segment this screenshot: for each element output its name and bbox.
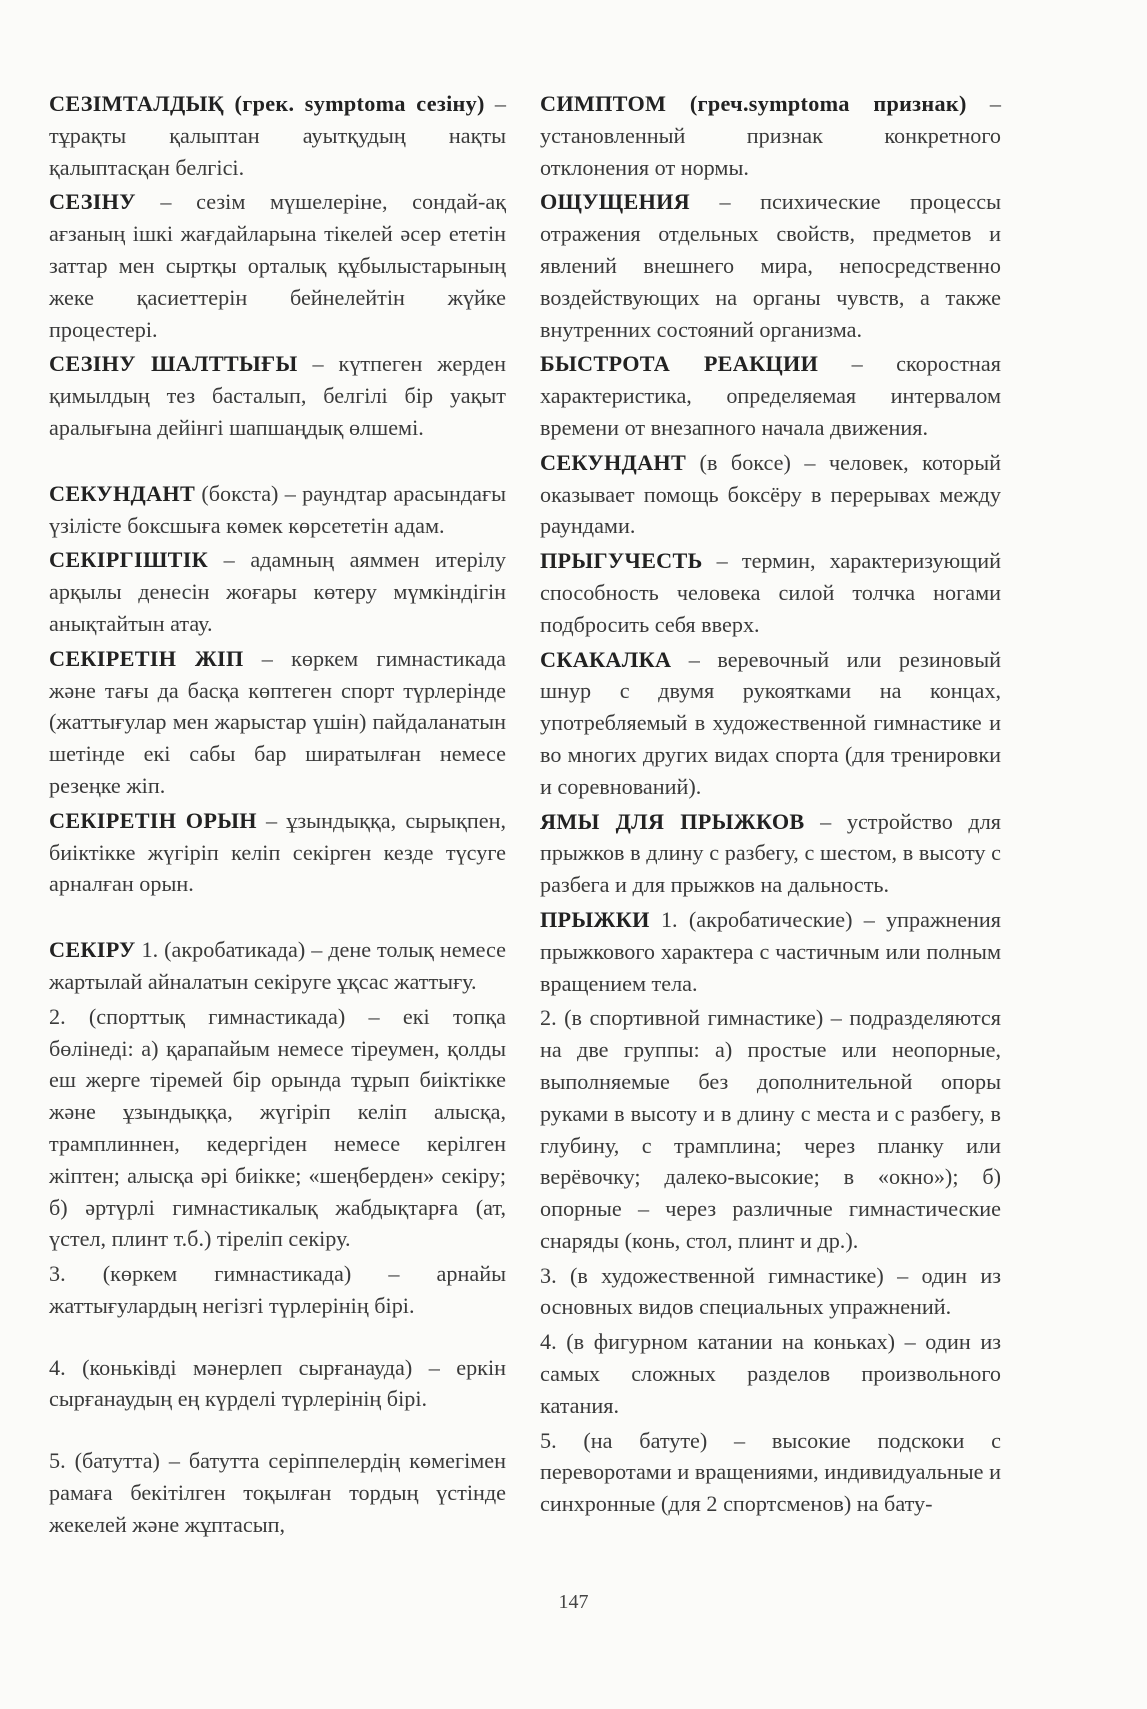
entry-pryzhki [540, 904, 1001, 999]
entry-sekundant-ru [540, 447, 1001, 542]
entry-sekundant-kz [49, 478, 506, 542]
entry-term: СЕКІРУ [49, 937, 136, 963]
entry-term: ПРЫЖКИ [540, 906, 650, 932]
entry-sekiru-sense-2: 2. (спорттық гимнастикада) – екі топқа бөлінеді: а) қарапайым немесе тіреумен, қолды еш жерге тіремей бір орында тұрып биіктікке және ұзындыққа, жүгіріп келіп алысқа, трамплиннен, кедергіден немесе керілген жіптен; алысқа әрі биікке; «шеңберден» секіру; б) әртүрлі гимнастикалық жабдықтарға (ат, үстел, плинт т.б.) тіреліп секіру. [49, 1003, 506, 1252]
entry-definition: – күтпеген жерден қимылдың тез басталып, белгілі бір уақыт аралығына дейінгі шапшаңдық өлшемі. [49, 351, 506, 440]
entry-sekiretin-oryn [49, 805, 506, 900]
entry-prygugest [540, 545, 1001, 640]
entry-sezimtaldyk [49, 88, 506, 183]
entry-sekiru [49, 934, 506, 998]
entry-term: ЯМЫ ДЛЯ ПРЫЖКОВ [540, 808, 805, 834]
entry-skakalka [540, 644, 1001, 803]
entry-definition: – скоростная характеристика, определяемая интервалом времени от внезапного начала движения. [540, 351, 1001, 440]
entry-definition: – көркем гимнастикада және тағы да басқа көптеген спорт түрлерінде (жаттығулар мен жарыстар үшін) пайдаланатын шетінде екі сабы бар ширатылған немесе резеңке жіп. [49, 645, 506, 798]
entry-term: СЕКУНДАНТ [49, 480, 196, 506]
entry-definition: 1. (акробатикада) – дене толық немесе жартылай айналатын секіруге ұқсас жаттығу. [49, 937, 506, 994]
entry-term: СЕЗІНУ [49, 189, 136, 215]
entry-term: СЕКУНДАНТ [540, 449, 687, 475]
entry-term: СЕКІРЕТІН ЖІП [49, 645, 244, 671]
entry-definition: (в боксе) – человек, который оказывает помощь боксёру в перерывах между раундами. [540, 449, 1001, 539]
entry-pryzhki-sense-3: 3. (в художественной гимнастике) – один из основных видов специальных упражнений. [540, 1262, 1001, 1320]
entry-definition: – установленный признак конкретного отклонения от нормы. [540, 91, 1001, 180]
entry-term: СЕЗІМТАЛДЫҚ (грек. symptoma сезіну) [49, 91, 485, 116]
entry-term: ОЩУЩЕНИЯ [540, 189, 691, 215]
entry-sekiretin-zhip [49, 643, 506, 802]
entry-term: ПРЫГУЧЕСТЬ [540, 548, 703, 574]
entry-simptom [540, 88, 1001, 183]
entry-oshchushcheniya [540, 186, 1001, 345]
page-number: 147 [558, 1591, 589, 1613]
entry-pryzhki-sense-2: 2. (в спортивной гимнастике) – подразделяются на две группы: а) простые или неопорные, выполняемые без дополнительной опоры руками в высоту и в длину с места и с разбегу, в глубину, с трамплина; через планку или верёвочку; далеко-высокие; в «окно»); б) опорные – через различные гимнастические снаряды (конь, стол, плинт и др.). [540, 1005, 1001, 1253]
entry-definition: – термин, характеризующий способность человека силой толчка ногами подбросить себя вверх. [540, 548, 1001, 637]
entry-term: СЕКІРЕТІН ОРЫН [49, 807, 257, 833]
entry-term: СИМПТОМ (греч.symptoma признак) [540, 91, 967, 116]
entry-sezinu-shalttygy [49, 348, 506, 443]
entry-definition: – ұзындыққа, сырықпен, биіктікке жүгіріп келіп секірген кезде түсуге арналған орын. [49, 807, 506, 897]
entry-sekirgishtik [49, 544, 506, 639]
entry-definition: – адамның аяммен итерілу арқылы денесін жоғары көтеру мүмкіндігін анықтайтын атау. [49, 547, 506, 636]
entry-definition: 1. (акробатические) – упражнения прыжкового характера с частичным или полным вращением тела. [540, 906, 1001, 996]
entry-sekiru-sense-5: 5. (батутта) – батутта серіппелердің көмегімен рамаға бекітілген тоқылған тордың үстінде жекелей және жұптасып, [49, 1448, 506, 1537]
left-column-kazakh [49, 88, 506, 1544]
entry-sekiru-sense-3: 3. (көркем гимнастикада) – арнайы жаттығулардың негізгі түрлерінің бірі. [49, 1261, 506, 1318]
entry-pryzhki-sense-5: 5. (на батуте) – высокие подскоки с переворотами и вращениями, индивидуальные и синхронные (для 2 спортсменов) на бату- [540, 1427, 1001, 1517]
entry-bystrota-reaktsii [540, 348, 1001, 443]
entry-definition: – тұрақты қалыптан ауытқудың нақты қалыптасқан белгісі. [49, 91, 506, 180]
entry-pryzhki-sense-4: 4. (в фигурном катании на коньках) – один из самых сложных разделов произвольного катания. [540, 1329, 1001, 1418]
right-column-russian [540, 88, 1001, 1523]
entry-definition: (бокста) – раундтар арасындағы үзілісте боксшыға көмек көрсететін адам. [49, 480, 506, 538]
entry-sezinu [49, 186, 506, 345]
entry-sekiru-sense-4: 4. (коньківді мәнерлеп сырғанауда) – еркін сырғанаудың ең күрделі түрлерінің бірі. [49, 1354, 506, 1412]
entry-definition: – устройство для прыжков в длину с разбегу, с шестом, в высоту с разбега и для прыжков на дальность. [540, 808, 1001, 898]
entry-term: СКАКАЛКА [540, 646, 672, 672]
entry-term: СЕЗІНУ ШАЛТТЫҒЫ [49, 351, 298, 377]
entry-term: БЫСТРОТА РЕАКЦИИ [540, 351, 819, 377]
entry-definition: – сезім мүшелеріне, сондай-ақ ағзаның ішкі жағдайларына тікелей әсер ететін заттар мен сыртқы орталық құбылыстарының жеке қасиеттерін бейнелейтін жүйке процестері. [49, 189, 506, 342]
entry-yamy-dlya-pryzhkov [540, 806, 1001, 901]
entry-term: СЕКІРГІШТІК [49, 547, 209, 573]
entry-definition: – веревочный или резиновый шнур с двумя рукоятками на концах, употребляемый в художественной гимнастике и во многих других видах спорта (для тренировки и соревнований). [540, 646, 1001, 799]
entry-definition: – психические процессы отражения отдельных свойств, предметов и явлений внешнего мира, непосредственно воздействующих на органы чувств, а также внутренних состояний организма. [540, 189, 1001, 342]
